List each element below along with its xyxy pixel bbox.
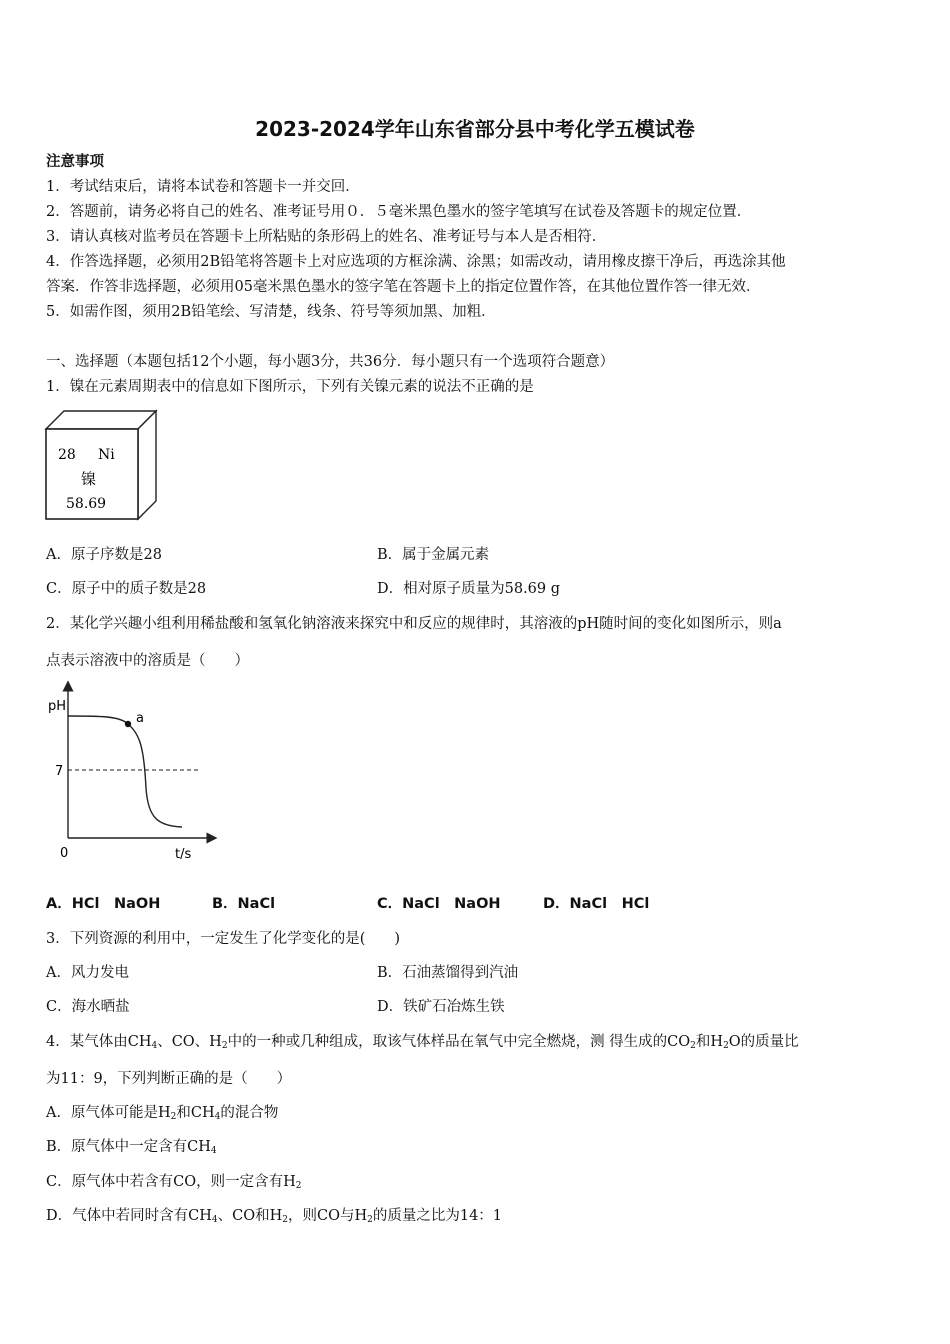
notice-item: 5．如需作图，须用2B铅笔绘、写清楚，线条、符号等须加黑、加粗． [46,304,496,320]
q4-option-a[interactable]: A．原气体可能是$H_2$和$CH_4$的混合物 [46,1105,279,1122]
element-name: 镍 [81,470,97,488]
q3-option-c[interactable]: C．海水晒盐 [46,999,130,1015]
q3-stem: 3．下列资源的利用中，一定发生了化学变化的是( ) [46,931,401,947]
q2-option-b[interactable]: B．NaCl [212,896,276,912]
section-heading: 一、选择题（本题包括12个小题，每小题3分，共36分．每小题只有一个选项符合题意） [46,354,615,370]
y-axis-label: pH [48,699,67,714]
q2-stem-line1: 2．某化学兴趣小组利用稀盐酸和氢氧化钠溶液来探究中和反应的规律时，其溶液的pH随时间的变化如图所示，则a [46,616,782,632]
q4-option-b[interactable]: B．原气体中一定含有$CH_4$ [46,1139,217,1156]
notice-item: 4．作答选择题，必须用2B铅笔将答题卡上对应选项的方框涂满、涂黑；如需改动，请用橡皮擦干净后，再选涂其他 [46,254,786,270]
ph-curve [68,716,182,827]
q4-option-c[interactable]: C．原气体中若含有CO，则一定含有$H_2$ [46,1174,302,1191]
q1-option-c[interactable]: C．原子中的质子数是28 [46,581,207,597]
q1-option-d[interactable]: D．相对原子质量为58.69 g [377,581,561,597]
ph-time-graph [40,678,225,868]
point-a [125,721,131,727]
q1-option-a[interactable]: A．原子序数是28 [46,547,162,563]
point-a-label: a [136,711,144,726]
notice-item: 1．考试结束后，请将本试卷和答题卡一并交回． [46,179,360,195]
q1-stem: 1．镍在元素周期表中的信息如下图所示，下列有关镍元素的说法不正确的是 [46,379,534,395]
x-axis-label: t/s [175,847,192,862]
seven-label: 7 [55,764,64,779]
q3-option-a[interactable]: A．风力发电 [46,965,129,981]
element-number: 28 [58,447,76,463]
q2-stem-line2: 点表示溶液中的溶质是（ ） [46,653,249,669]
q2-option-d[interactable]: D．NaCl HCl [543,896,650,912]
notice-heading: 注意事项 [46,153,104,170]
q3-option-d[interactable]: D．铁矿石冶炼生铁 [377,999,505,1015]
q3-option-b[interactable]: B．石油蒸馏得到汽油 [377,965,519,981]
origin-label: 0 [60,846,69,861]
notice-item: 3．请认真核对监考员在答题卡上所粘贴的条形码上的姓名、准考证号与本人是否相符． [46,229,607,245]
element-mass: 58.69 [66,496,107,512]
element-tile-figure [44,407,160,522]
notice-item: 2．答题前，请务必将自己的姓名、准考证号用０．５毫米黑色墨水的签字笔填写在试卷及答题卡的规定位置． [46,204,752,220]
q4-stem-line2: 为11：9，下列判断正确的是（ ） [46,1071,292,1087]
page-title: 2023-2024学年山东省部分县中考化学五模试卷 [255,117,695,141]
notice-item: 答案．作答非选择题，必须用05毫米黑色墨水的签字笔在答题卡上的指定位置作答，在其他位置作答一律无效． [46,279,761,295]
q1-option-b[interactable]: B．属于金属元素 [377,547,490,563]
q2-option-a[interactable]: A．HCl NaOH [46,896,161,912]
q4-option-d[interactable]: D．气体中若同时含有$CH_4$、CO和$H_2$，则CO与$H_2$的质量之比为14：1 [46,1208,503,1225]
q4-stem-line1: 4．某气体由$CH_4$、CO、$H_2$中的一种或几种组成，取该气体样品在氧气中完全燃烧，测 得生成的$CO_2$和$H_2O$的质量比 [46,1034,799,1051]
q2-option-c[interactable]: C．NaCl NaOH [377,896,501,912]
element-symbol: Ni [98,447,115,463]
